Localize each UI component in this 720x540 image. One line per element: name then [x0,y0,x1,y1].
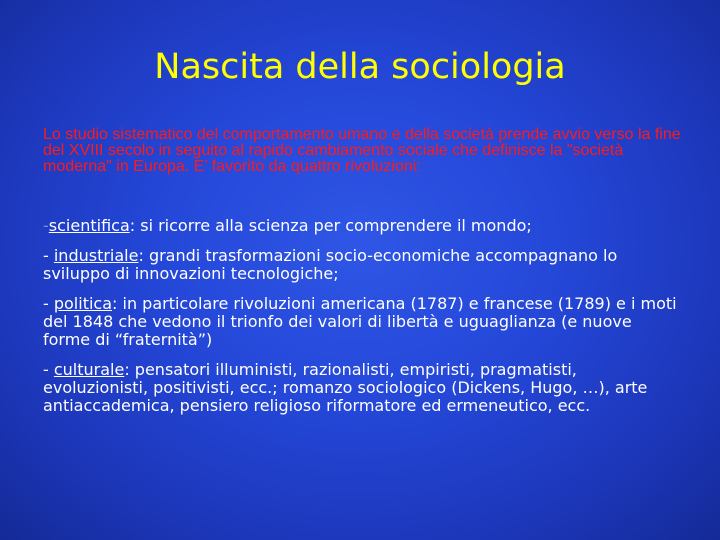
bullet-culturale [43,361,683,415]
bullet-dash: - [43,216,49,235]
bullet-text: : in particolare rivoluzioni americana (1787) e francese (1789) e i moti del 1848 che vedono il trionfo dei valori di libertà e uguaglianza (e nuove forme di “fraternità”) [43,294,677,349]
bullet-term: culturale [53,360,125,379]
bullet-term: industriale [53,246,139,265]
bullet-text: : grandi trasformazioni socio-economiche accompagnano lo sviluppo di innovazioni tecnologiche; [43,246,618,283]
bullet-text: : pensatori illuministi, razionalisti, empiristi, pragmatisti, evoluzionisti, positivisti, ecc.; romanzo sociologico (Dickens, Hugo, …), arte antiaccademica, pensiero religioso riformatore ed ermeneutico, ecc. [43,360,648,415]
revolutions-list [43,217,683,427]
bullet-scientifica [43,217,683,235]
bullet-industriale [43,247,683,283]
bullet-text: : si ricorre alla scienza per comprendere il mondo; [129,216,532,235]
bullet-term: scientifica [48,216,130,235]
bullet-dash: - [43,246,54,265]
slide-title: Nascita della sociologia [154,47,566,87]
bullet-politica [43,295,683,349]
bullet-dash: - [43,294,54,313]
bullet-term: politica [53,294,113,313]
bullet-dash: - [43,360,54,379]
intro-paragraph: Lo studio sistematico del comportamento umano e della società prende avvio verso la fine del XVIII secolo in seguito al rapido cambiamento sociale che definisce la "società moderna" in Europa. E’ favorito da quattro rivoluzioni: [43,126,681,175]
